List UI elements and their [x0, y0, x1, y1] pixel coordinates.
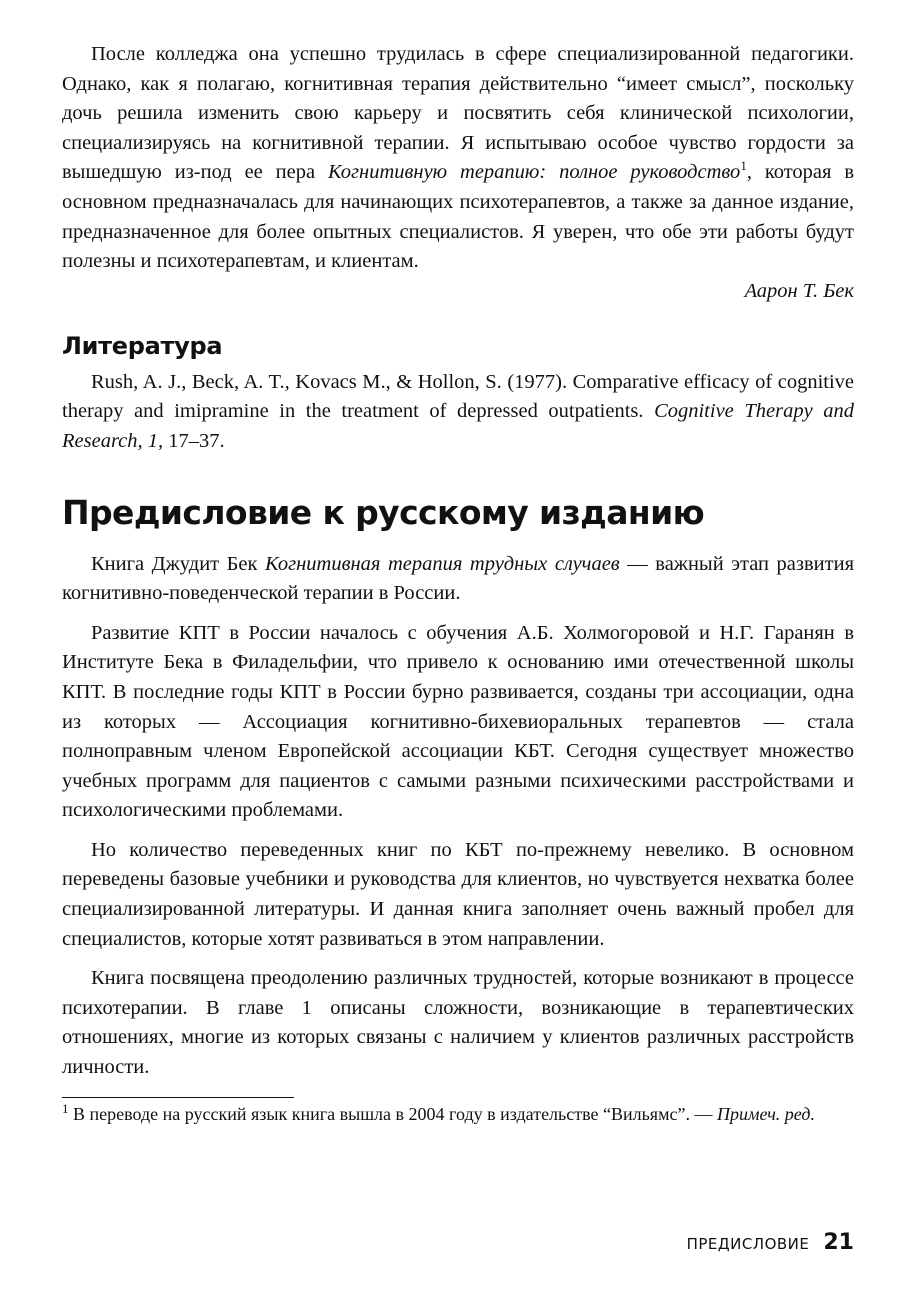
- journal-title: Cognitive Therapy and Research, 1,: [62, 400, 854, 452]
- author-signature: Аарон Т. Бек: [744, 279, 854, 302]
- page-footer: [687, 1230, 854, 1255]
- book-title: Когнитивную терапию: полное руководство: [327, 161, 741, 184]
- footnote-marker: 1: [62, 1100, 69, 1116]
- footnote-ref: 1: [740, 158, 747, 174]
- russian-preface-body: [62, 550, 854, 1083]
- body-paragraph: Книга Джудит Бек Когнитивная терапия трудных случаев — важный этап развития когнитивно-поведенческой терапии в России.: [62, 552, 855, 605]
- page-content: [62, 40, 854, 1127]
- reference-list: [62, 368, 854, 457]
- page-number: 21: [823, 1230, 854, 1255]
- preface-paragraph: После колледжа она успешно трудилась в сфере специализированной педагогики. Однако, как я полагаю, когнитивная терапия действительно “имеет смысл”, поскольку дочь решила изменить свою карьеру и посвятить себя клинической психологии, специализируясь на когнитивной терапии. Я испытываю особое чувство гордости за вышедшую из-под ее пера Когнитивную терапию: полное руководство$^1$, которая в основном предназначалась для начинающих психотерапевтов, а также за данное издание, предназначенное для более опытных специалистов. Я уверен, что обе эти работы будут полезны и психотерапевтам, и клиентам.: [62, 43, 854, 273]
- section-heading: Предисловие к русскому изданию: [62, 492, 705, 532]
- footnote: $^1$ В переводе на русский язык книга вышла в 2004 году в издательстве “Вильямс”. — Примеч. ред.: [62, 1100, 815, 1124]
- preface-end-section: [62, 40, 854, 306]
- reference-item: Rush, A. J., Beck, A. T., Kovacs M., & Hollon, S. (1977). Comparative efficacy of cognitive therapy and imipramine in the treatment of depressed outpatients. Cognitive Therapy and Research, 1, 17–37.: [62, 370, 854, 452]
- footnote-divider: [62, 1097, 294, 1098]
- editor-note: Примеч. ред.: [716, 1103, 815, 1124]
- body-paragraph: Книга посвящена преодолению различных трудностей, которые возникают в процессе психотерапии. В главе 1 описаны сложности, возникающие в терапевтических отношениях, многие из которых связаны с наличием у клиентов различных расстройств личности.: [62, 967, 854, 1079]
- literature-heading: Литература: [62, 331, 223, 360]
- body-paragraph: Развитие КПТ в России началось с обучения А.Б. Холмогоровой и Н.Г. Гаранян в Институте Бека в Филадельфии, что привело к основанию ими отечественной школы КПТ. В последние годы КПТ в России бурно развивается, созданы три ассоциации, одна из которых — Ассоциация когнитивно-бихевиоральных терапевтов — стала полноправным членом Европейской ассоциации КБТ. Сегодня существует множество учебных программ для пациентов с самыми разными психическими расстройствами и психологическими проблемами.: [62, 621, 854, 822]
- body-paragraph: Но количество переведенных книг по КБТ по-прежнему невелико. В основном переведены базовые учебники и руководства для клиентов, но чувствуется нехватка более специализированной литературы. И данная книга заполняет очень важный пробел для специалистов, которые хотят развиваться в этом направлении.: [62, 838, 854, 950]
- book-title: Когнитивная терапия трудных случаев: [265, 552, 620, 575]
- running-footer-label: ПРЕДИСЛОВИЕ: [686, 1235, 810, 1253]
